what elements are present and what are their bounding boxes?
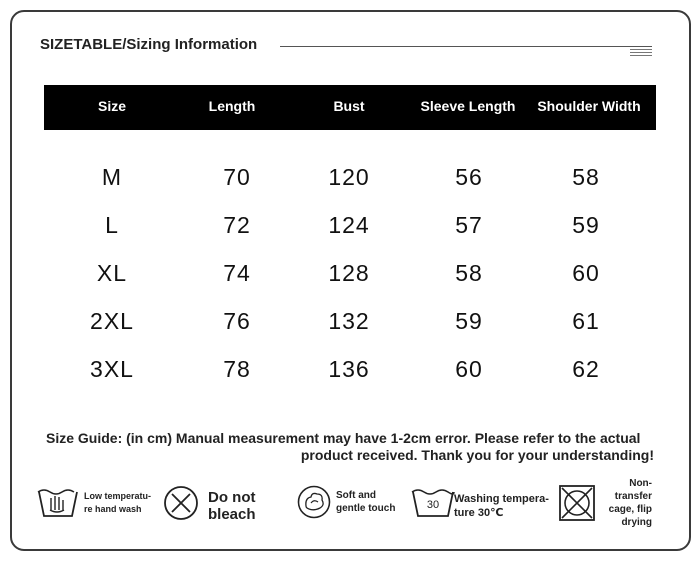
shoulder-cell: 59 bbox=[572, 212, 600, 238]
shoulder-cell: 62 bbox=[572, 356, 600, 382]
no-tumble-line-1: Non- bbox=[629, 478, 652, 489]
wash-30-icon bbox=[410, 486, 456, 520]
size-cell: M bbox=[101, 164, 123, 190]
length-cell: 72 bbox=[223, 212, 251, 238]
title-divider bbox=[280, 46, 652, 47]
shoulder-cell: 58 bbox=[572, 164, 600, 190]
sleeve-cell: 60 bbox=[455, 356, 483, 382]
sleeve-cell: 56 bbox=[455, 164, 483, 190]
size-guide-note bbox=[34, 430, 654, 464]
header-shoulder-width: Shoulder Width bbox=[537, 98, 641, 114]
menu-lines-icon bbox=[630, 49, 652, 57]
table-row bbox=[12, 164, 693, 194]
table-row bbox=[12, 356, 693, 386]
no-bleach-icon bbox=[162, 484, 200, 522]
bust-cell: 132 bbox=[328, 308, 370, 334]
length-cell: 74 bbox=[223, 260, 251, 286]
hand-wash-icon bbox=[36, 486, 80, 520]
wash-temp-line-2: ture 30℃ bbox=[454, 507, 504, 519]
length-cell: 70 bbox=[223, 164, 251, 190]
soft-touch-line-1: Soft and bbox=[336, 490, 376, 501]
soft-touch-line-2: gentle touch bbox=[336, 503, 396, 514]
header-bust: Bust bbox=[333, 98, 365, 114]
no-bleach-line-1: Do not bbox=[208, 489, 256, 506]
no-tumble-dry-icon bbox=[558, 484, 596, 522]
no-bleach-line-2: bleach bbox=[208, 506, 256, 523]
bust-cell: 124 bbox=[328, 212, 370, 238]
size-chart-card bbox=[10, 10, 691, 551]
table-row bbox=[12, 260, 693, 290]
bust-cell: 120 bbox=[328, 164, 370, 190]
sleeve-cell: 59 bbox=[455, 308, 483, 334]
shoulder-cell: 60 bbox=[572, 260, 600, 286]
table-header bbox=[44, 85, 656, 130]
size-cell: L bbox=[105, 212, 119, 238]
table-row bbox=[12, 308, 693, 338]
hand-wash-line-1: Low temperatu- bbox=[84, 491, 152, 501]
length-cell: 78 bbox=[223, 356, 251, 382]
bust-cell: 136 bbox=[328, 356, 370, 382]
header-sleeve-length: Sleeve Length bbox=[420, 98, 516, 114]
sleeve-cell: 57 bbox=[455, 212, 483, 238]
size-guide-line-1: Size Guide: (in cm) Manual measurement may have 1-2cm error. Please refer to the actual bbox=[46, 430, 641, 446]
hand-wash-line-2: re hand wash bbox=[84, 504, 142, 514]
no-tumble-line-4: drying bbox=[621, 517, 652, 528]
bust-cell: 128 bbox=[328, 260, 370, 286]
length-cell: 76 bbox=[223, 308, 251, 334]
wash-temp-line-1: Washing tempera- bbox=[454, 493, 549, 505]
shoulder-cell: 61 bbox=[572, 308, 600, 334]
sleeve-cell: 58 bbox=[455, 260, 483, 286]
wash-30-badge: 30 bbox=[426, 499, 440, 511]
page-title: SIZETABLE/Sizing Information bbox=[40, 36, 258, 53]
header-length: Length bbox=[208, 98, 256, 114]
size-cell: XL bbox=[96, 260, 128, 286]
header-size: Size bbox=[97, 98, 127, 114]
table-row bbox=[12, 212, 693, 242]
no-tumble-line-2: transfer bbox=[614, 491, 652, 502]
soft-touch-icon bbox=[296, 484, 332, 520]
size-guide-line-2: product received. Thank you for your understanding! bbox=[300, 447, 654, 463]
size-cell: 2XL bbox=[90, 308, 134, 334]
size-cell: 3XL bbox=[90, 356, 134, 382]
no-tumble-line-3: cage, flip bbox=[608, 504, 652, 515]
